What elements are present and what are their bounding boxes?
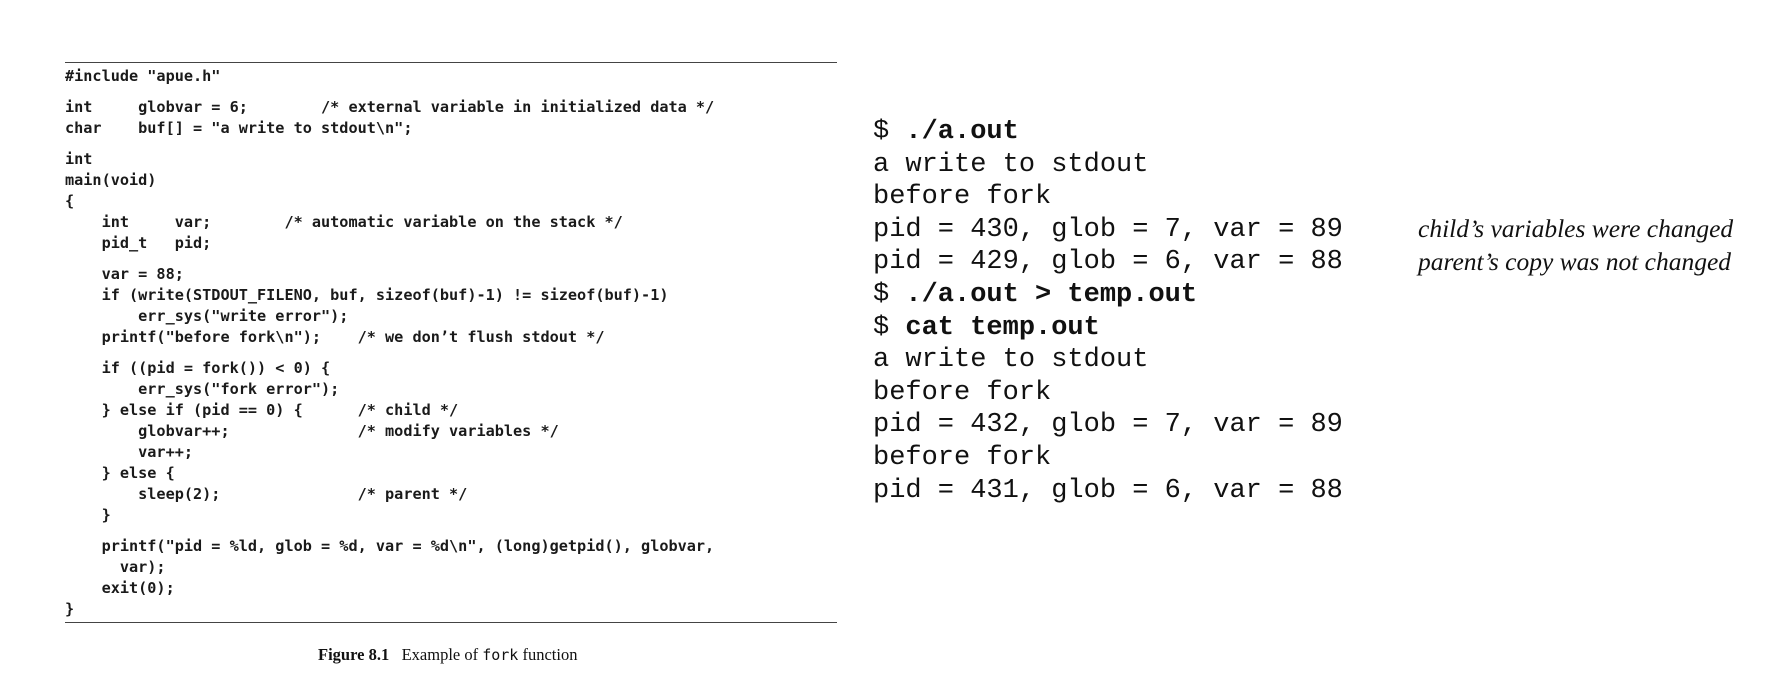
code-line: #include "apue.h" bbox=[65, 67, 221, 85]
code-line: int bbox=[65, 150, 93, 168]
terminal-line bbox=[873, 279, 1343, 312]
code-line: err_sys("write error"); bbox=[65, 307, 349, 325]
command-output: pid = 432, glob = 7, var = 89 bbox=[873, 410, 1343, 441]
code-listing bbox=[65, 63, 837, 622]
command-output: pid = 430, glob = 7, var = 89 bbox=[873, 214, 1343, 245]
code-line: sleep(2); /* parent */ bbox=[65, 485, 468, 503]
terminal-line bbox=[873, 116, 1343, 149]
code-line: exit(0); bbox=[65, 579, 175, 597]
code-line: if (write(STDOUT_FILENO, buf, sizeof(buf)-1) != sizeof(buf)-1) bbox=[65, 286, 669, 304]
code-line: } else if (pid == 0) { /* child */ bbox=[65, 401, 459, 419]
child-annotation: child’s variables were changed bbox=[1418, 214, 1734, 243]
code-line: } bbox=[65, 506, 111, 524]
code-line: var++; bbox=[65, 443, 194, 461]
terminal-line bbox=[873, 246, 1343, 279]
code-line: char buf[] = "a write to stdout\n"; bbox=[65, 119, 413, 137]
bottom-rule bbox=[65, 622, 837, 623]
shell-command: ./a.out bbox=[905, 117, 1019, 147]
command-output: pid = 431, glob = 6, var = 88 bbox=[873, 475, 1343, 506]
shell-prompt: $ bbox=[873, 117, 906, 147]
terminal-line bbox=[873, 377, 1343, 410]
parent-annotation: parent’s copy was not changed bbox=[1418, 247, 1732, 276]
code-line: err_sys("fork error"); bbox=[65, 380, 340, 398]
code-line: var); bbox=[65, 558, 166, 576]
code-line: int var; /* automatic variable on the stack */ bbox=[65, 213, 623, 231]
caption-code: fork bbox=[482, 646, 519, 664]
terminal-line bbox=[873, 181, 1343, 214]
code-line: { bbox=[65, 192, 75, 210]
caption-text: Example of bbox=[401, 645, 483, 664]
command-output: before fork bbox=[873, 377, 1052, 408]
terminal-line bbox=[873, 312, 1343, 345]
terminal-line bbox=[873, 214, 1343, 247]
code-line: globvar++; /* modify variables */ bbox=[65, 422, 559, 440]
code-line: printf("pid = %ld, glob = %d, var = %d\n", (long)getpid(), globvar, bbox=[65, 537, 715, 555]
code-line: main(void) bbox=[65, 171, 157, 189]
code-line: } else { bbox=[65, 464, 175, 482]
command-output: a write to stdout bbox=[873, 149, 1149, 180]
command-output: before fork bbox=[873, 442, 1052, 473]
command-output: pid = 429, glob = 6, var = 88 bbox=[873, 247, 1343, 278]
code-line: printf("before fork\n"); /* we don’t flush stdout */ bbox=[65, 328, 605, 346]
code-figure bbox=[65, 62, 837, 623]
code-line: int globvar = 6; /* external variable in initialized data */ bbox=[65, 98, 715, 116]
caption-text: function bbox=[518, 645, 578, 664]
code-line: if ((pid = fork()) < 0) { bbox=[65, 359, 331, 377]
terminal-output bbox=[873, 116, 1343, 507]
terminal-line bbox=[873, 442, 1343, 475]
figure-number: Figure 8.1 bbox=[318, 645, 390, 664]
command-output: before fork bbox=[873, 182, 1052, 213]
shell-prompt: $ bbox=[873, 312, 906, 343]
code-line: pid_t pid; bbox=[65, 234, 212, 252]
code-line: var = 88; bbox=[65, 265, 184, 283]
terminal-line bbox=[873, 149, 1343, 182]
code-line: } bbox=[65, 600, 75, 618]
shell-prompt: $ bbox=[873, 279, 906, 310]
shell-command: cat temp.out bbox=[905, 312, 1100, 343]
figure-caption bbox=[318, 645, 577, 665]
terminal-line bbox=[873, 409, 1343, 442]
terminal-line bbox=[873, 475, 1343, 508]
terminal-line bbox=[873, 344, 1343, 377]
command-output: a write to stdout bbox=[873, 345, 1149, 376]
shell-command: ./a.out > temp.out bbox=[905, 279, 1198, 310]
